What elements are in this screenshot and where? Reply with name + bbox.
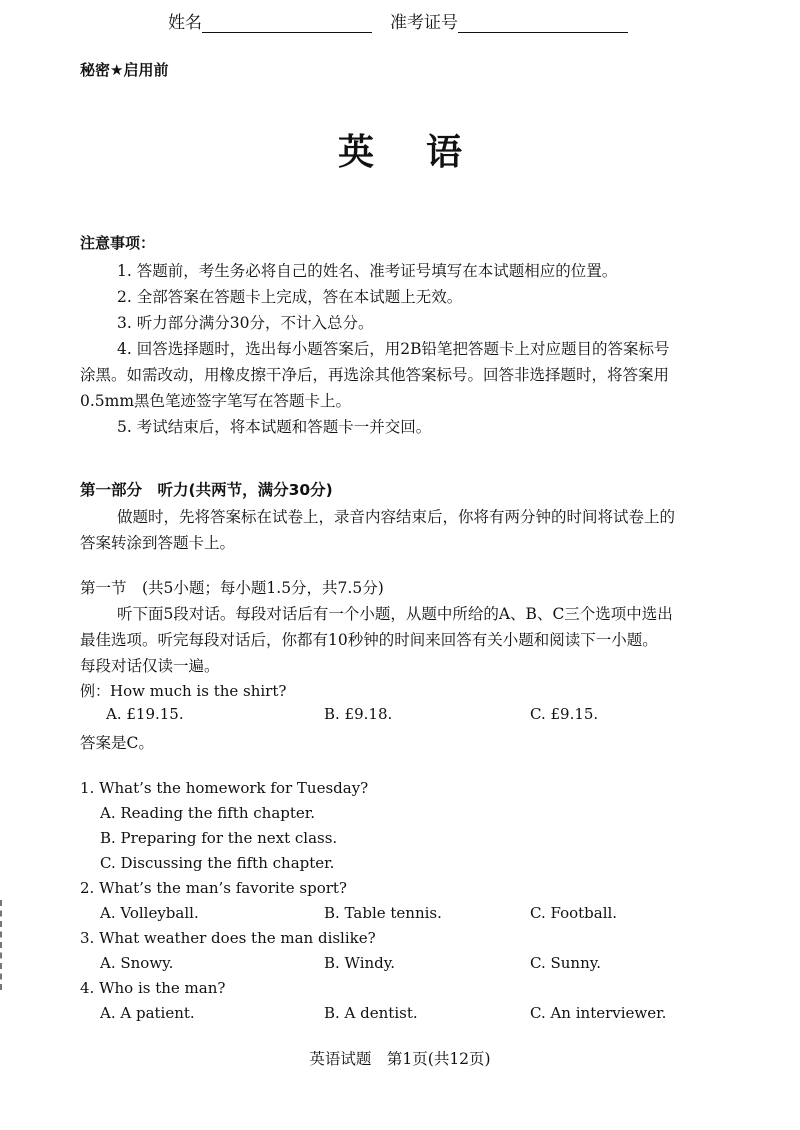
- example-answer: 答案是C。: [80, 734, 154, 752]
- exam-id-blank: [458, 12, 628, 33]
- page-footer: 英语试题 第1页(共12页): [309, 1050, 491, 1068]
- notice-line: 1. 答题前，考生务必将自己的姓名、准考证号填写在本试题相应的位置。: [117, 262, 618, 280]
- notice-line: 0.5mm黑色笔迹签字笔写在答题卡上。: [80, 392, 352, 410]
- section1-desc: 每段对话仅读一遍。: [80, 657, 220, 675]
- question-3-option-b: B. Windy.: [324, 954, 396, 972]
- question-1-option-a: A. Reading the fifth chapter.: [100, 804, 316, 822]
- question-1-option-b: B. Preparing for the next class.: [100, 829, 338, 847]
- page-title: 英语: [337, 132, 514, 173]
- question-2-option-c: C. Football.: [530, 904, 618, 922]
- example-question: 例：How much is the shirt?: [80, 682, 287, 700]
- notice-line: 3. 听力部分满分30分，不计入总分。: [117, 314, 374, 332]
- question-1-option-c: C. Discussing the fifth chapter.: [100, 854, 335, 872]
- question-1: 1. What’s the homework for Tuesday?: [80, 779, 369, 797]
- binding-line: [0, 900, 5, 990]
- name-blank: [202, 12, 372, 33]
- question-4-option-b: B. A dentist.: [324, 1004, 418, 1022]
- secret-label: 秘密★启用前: [80, 61, 169, 79]
- question-2-option-a: A. Volleyball.: [100, 904, 199, 922]
- question-2-option-b: B. Table tennis.: [324, 904, 442, 922]
- question-4-option-a: A. A patient.: [100, 1004, 195, 1022]
- notice-line: 2. 全部答案在答题卡上完成，答在本试题上无效。: [117, 288, 463, 306]
- notice-line: 4. 回答选择题时，选出每小题答案后，用2B铅笔把答题卡上对应题目的答案标号: [117, 340, 670, 358]
- section1-desc: 听下面5段对话。每段对话后有一个小题，从题中所给的A、B、C三个选项中选出: [117, 605, 673, 623]
- exam-id-field: [390, 8, 628, 33]
- question-2: 2. What’s the man’s favorite sport?: [80, 879, 347, 897]
- part1-desc: 答案转涂到答题卡上。: [80, 534, 236, 552]
- part1-heading: 第一部分 听力(共两节，满分30分): [80, 481, 333, 499]
- part1-desc: 做题时，先将答案标在试卷上，录音内容结束后，你将有两分钟的时间将试卷上的: [117, 508, 676, 526]
- question-3: 3. What weather does the man dislike?: [80, 929, 376, 947]
- name-field: [168, 8, 372, 33]
- section1-desc: 最佳选项。听完每段对话后，你都有10秒钟的时间来回答有关小题和阅读下一小题。: [80, 631, 658, 649]
- notice-line: 5. 考试结束后，将本试题和答题卡一并交回。: [117, 418, 432, 436]
- example-option-c: C. £9.15.: [530, 705, 599, 723]
- notice-title: 注意事项：: [80, 234, 156, 252]
- question-4-option-c: C. An interviewer.: [530, 1004, 667, 1022]
- question-3-option-a: A. Snowy.: [100, 954, 174, 972]
- section1-heading: 第一节 (共5小题；每小题1.5分，共7.5分): [80, 579, 384, 597]
- example-option-a: A. £19.15.: [106, 705, 184, 723]
- question-4: 4. Who is the man?: [80, 979, 226, 997]
- notice-line: 涂黑。如需改动，用橡皮擦干净后，再选涂其他答案标号。回答非选择题时，将答案用: [80, 366, 670, 384]
- question-3-option-c: C. Sunny.: [530, 954, 601, 972]
- name-label: 姓名: [168, 13, 202, 33]
- example-option-b: B. £9.18.: [324, 705, 393, 723]
- exam-id-label: 准考证号: [390, 13, 458, 33]
